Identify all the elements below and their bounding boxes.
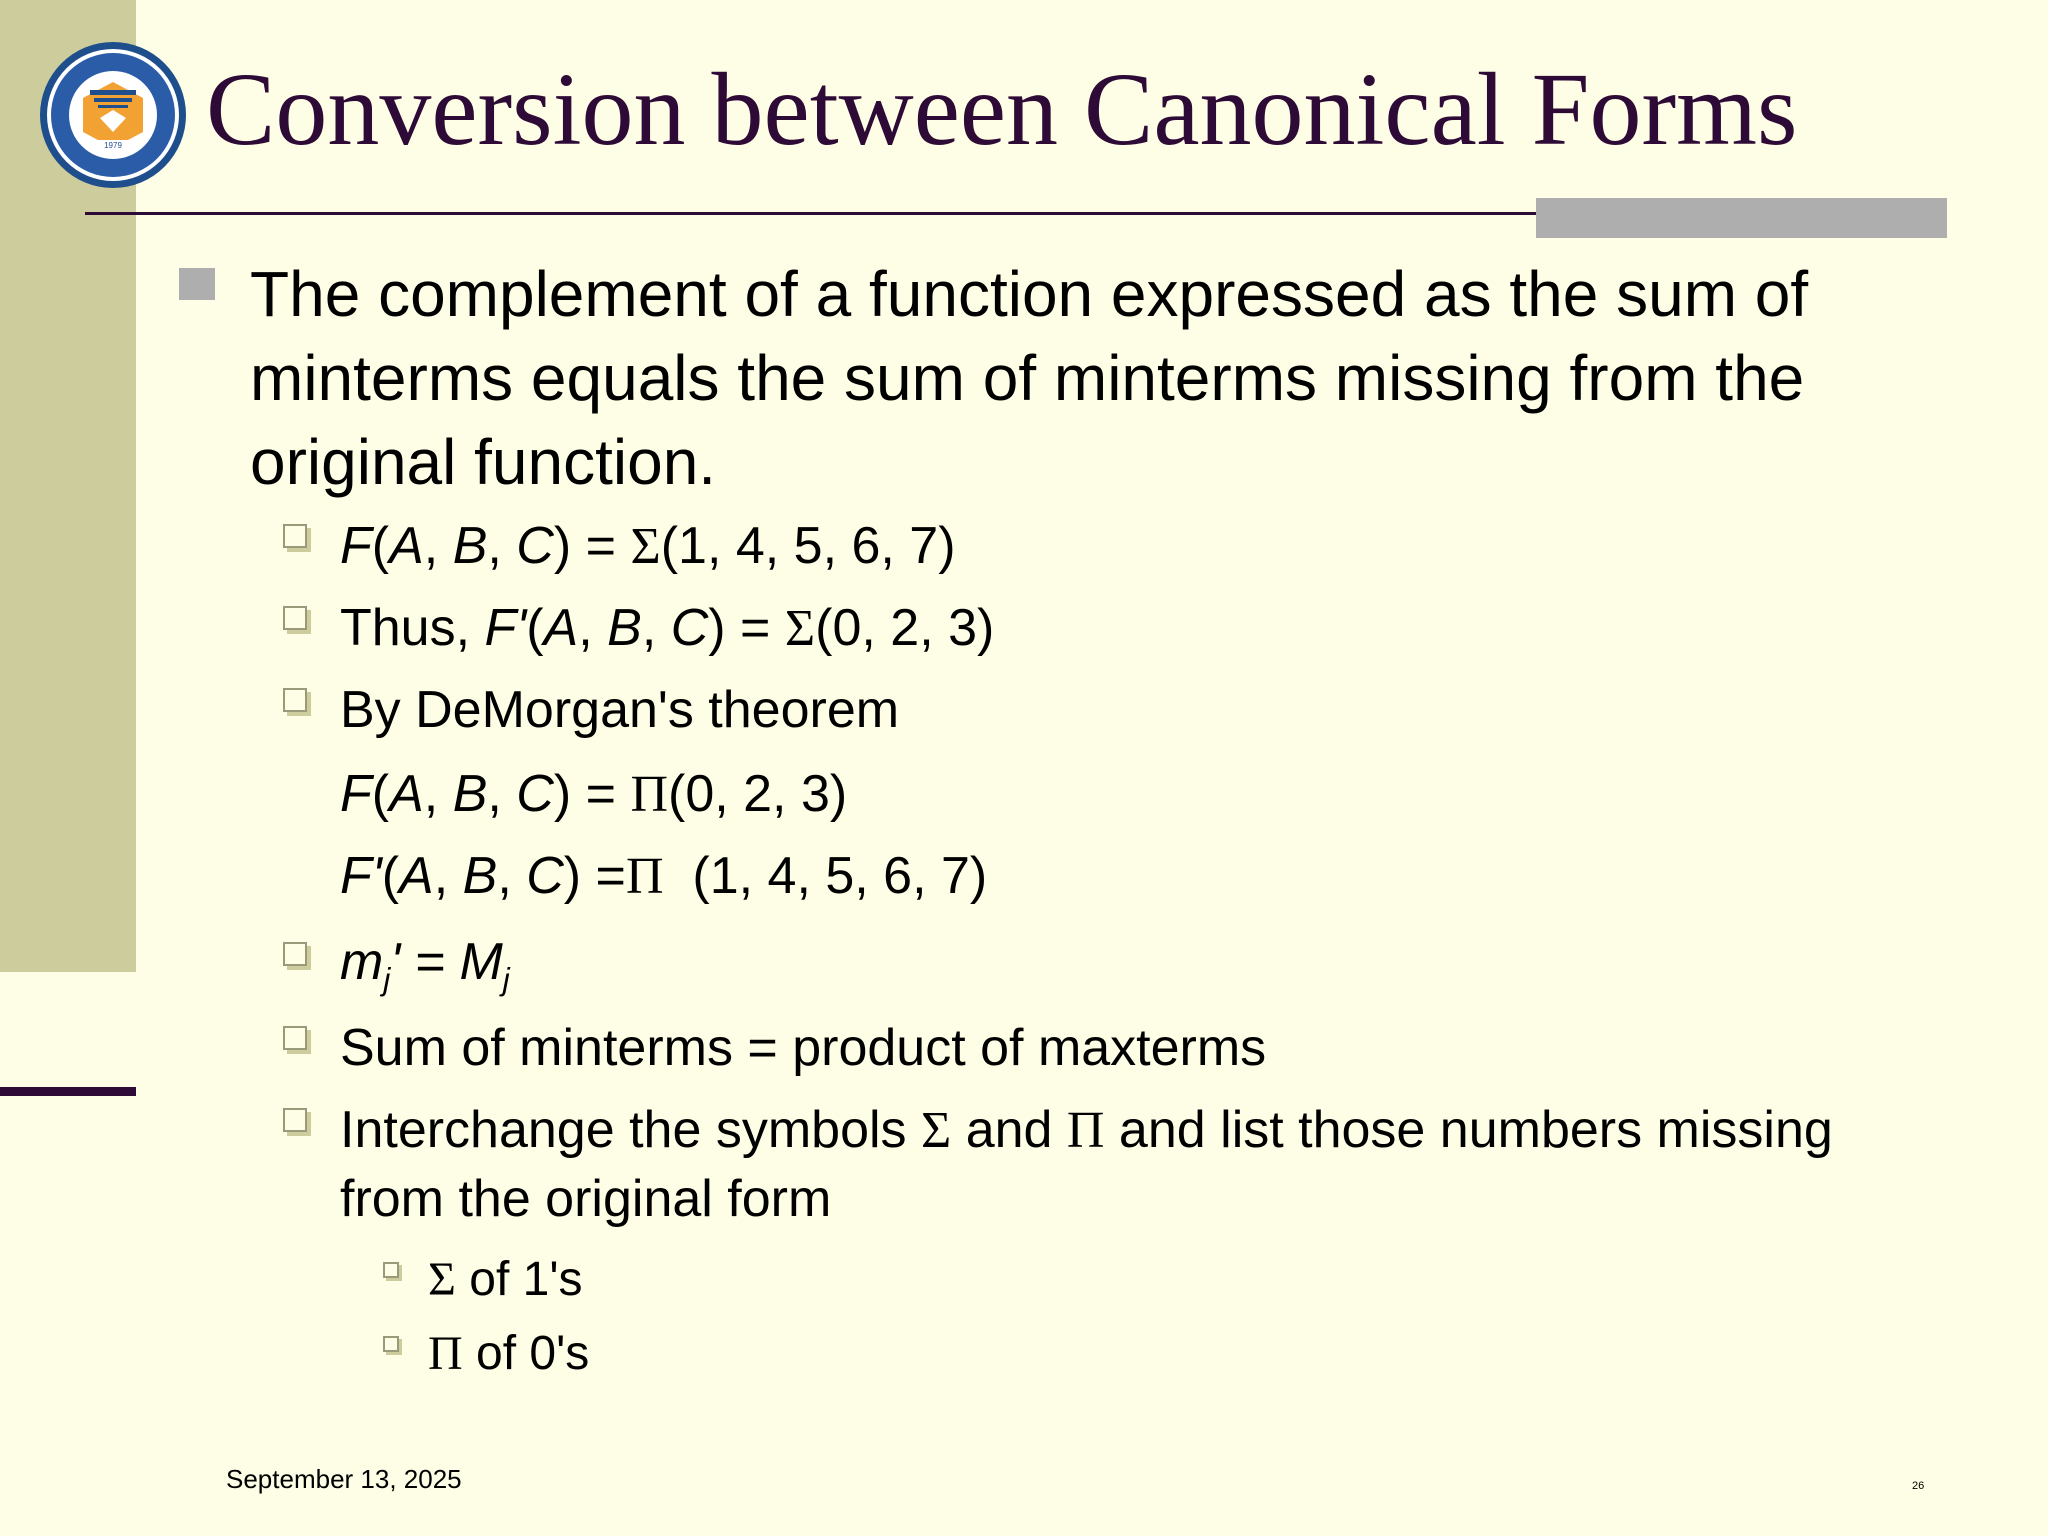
university-seal-icon [38, 40, 188, 190]
title-accent-bar [1536, 198, 1947, 238]
list-item-sum-product: Sum of minterms = product of maxterms [340, 1019, 1267, 1077]
logo-year: 1979 [104, 141, 122, 150]
checkbox-bullet-icon [283, 688, 307, 712]
checkbox-bullet-icon [283, 1026, 307, 1050]
list-item-sigma-ones: Σ of 1's [428, 1253, 583, 1306]
list-item-thus: Thus, F'(A, B, C) = Σ(0, 2, 3) [340, 599, 995, 657]
page-title: Conversion between Canonical Forms [206, 52, 1798, 167]
page-number: 26 [1912, 1480, 1925, 1492]
checkbox-bullet-icon [283, 524, 307, 548]
left-accent-bar [0, 1087, 136, 1096]
list-item-f-pi: F(A, B, C) = Π(0, 2, 3) [340, 765, 848, 823]
list-item-demorgan: By DeMorgan's theorem [340, 681, 900, 739]
list-item-mj: $m_j' = M_j$ [340, 933, 510, 997]
main-bullet-text: The complement of a function expressed as the sum of minterms equals the sum of minterms missing from the original function. [250, 258, 1809, 498]
list-item-pi-zeros: Π of 0's [428, 1327, 590, 1380]
checkbox-bullet-small-icon [383, 1336, 399, 1352]
checkbox-bullet-small-icon [383, 1262, 399, 1278]
checkbox-bullet-icon [283, 1108, 307, 1132]
list-item-f-sigma: F(A, B, C) = Σ(1, 4, 5, 6, 7) [340, 517, 956, 575]
checkbox-bullet-icon [283, 942, 307, 966]
list-item-interchange: Interchange the symbols Σ and Π and list those numbers missing from the original form [340, 1101, 1833, 1228]
list-item-fprime-pi: F'(A, B, C) =Π (1, 4, 5, 6, 7) [340, 847, 988, 905]
footer-date: September 13, 2025 [226, 1464, 462, 1494]
checkbox-bullet-icon [283, 606, 307, 630]
bullet-square-icon [179, 268, 215, 300]
